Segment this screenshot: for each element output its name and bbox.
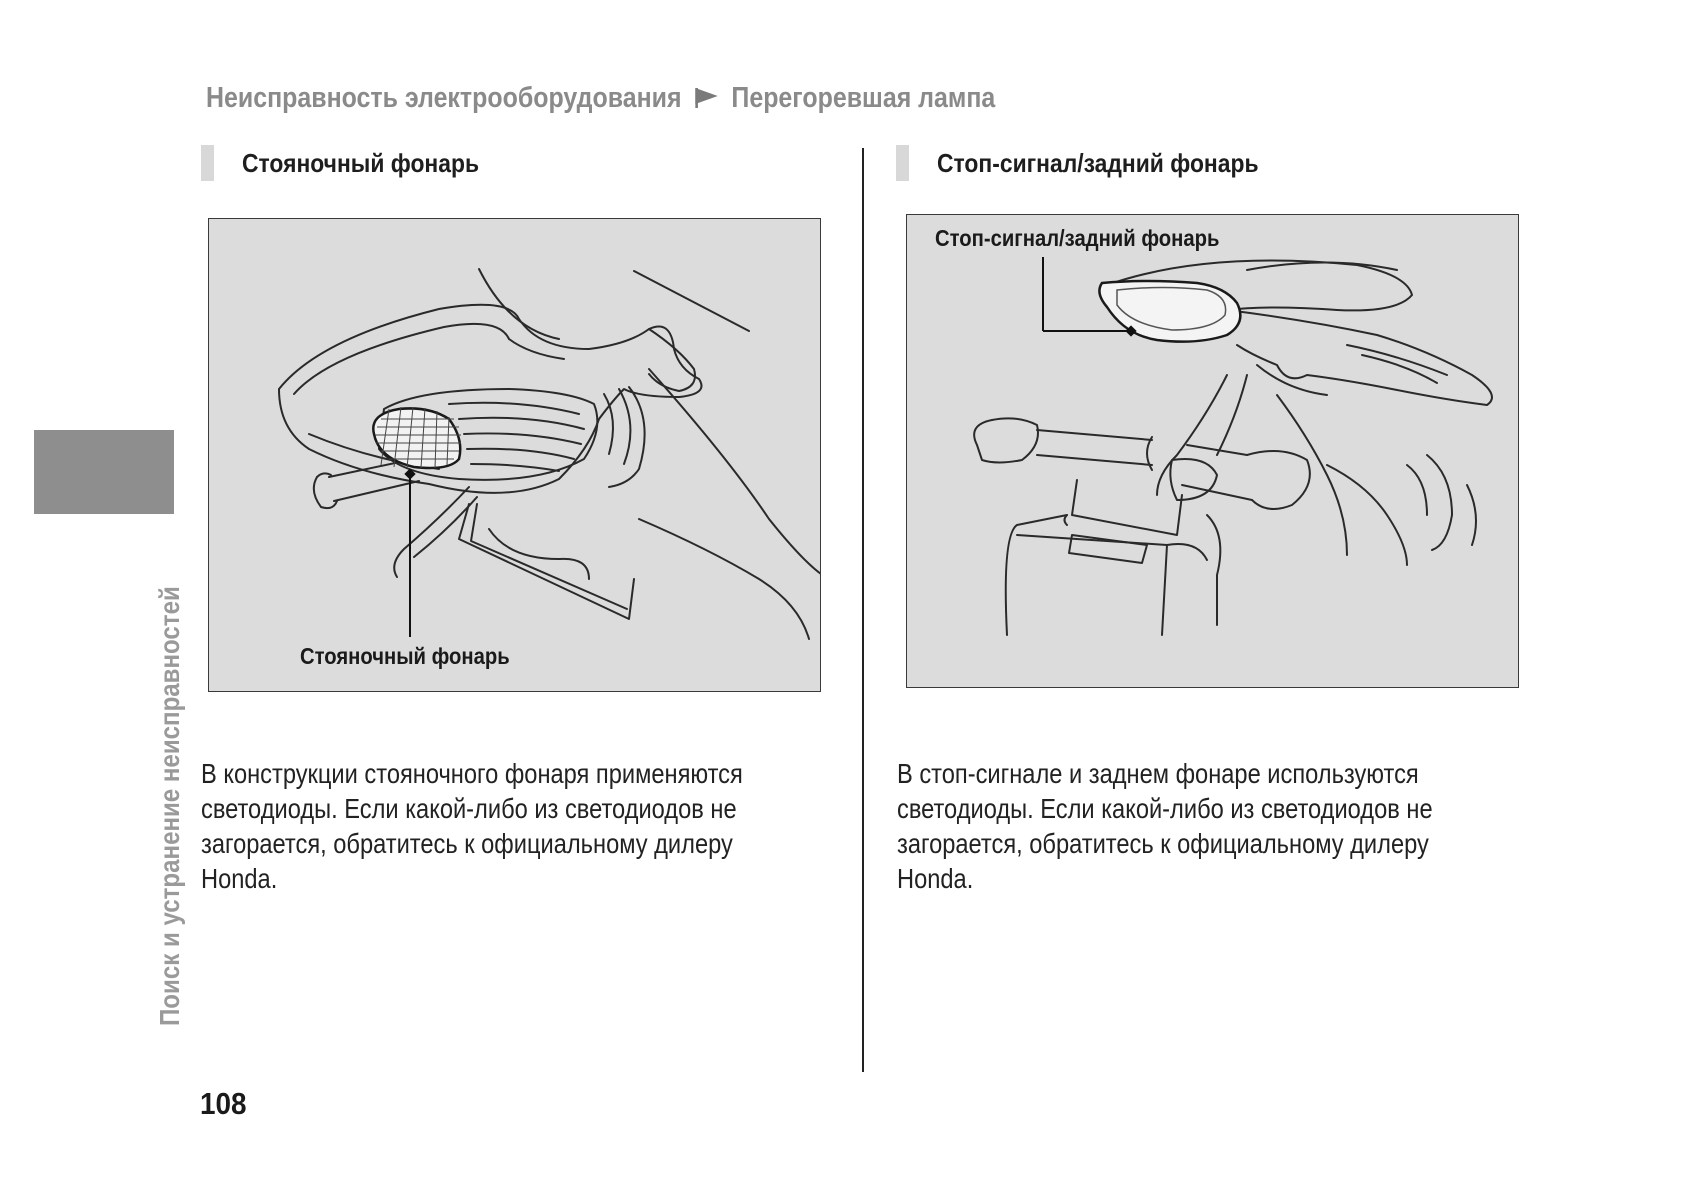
right-section-title: [896, 145, 1302, 181]
arrow-flag-icon: [694, 86, 720, 110]
chapter-tab: [34, 430, 174, 514]
brake-light-lens: [1099, 281, 1240, 342]
chapter-tab-label: Поиск и устранение неисправностей: [154, 586, 185, 1026]
left-paragraph: В конструкции стояночного фонаря применяются светодиоды. Если какой-либо из светодиодов не загорается, обратитесь к официальному дилеру Honda.: [201, 758, 743, 894]
page-number: 108: [200, 1086, 247, 1121]
parking-light-callout: Стояночный фонарь: [300, 643, 510, 669]
left-section-title: [201, 145, 511, 181]
brake-tail-light-illustration: [906, 214, 1519, 688]
callout-leader: [404, 468, 415, 637]
running-header: [206, 78, 995, 118]
header-subsection: Перегоревшая лампа: [731, 81, 996, 114]
column-divider: [862, 148, 864, 1072]
parking-light-illustration: [208, 218, 821, 692]
header-section: Неисправность электрооборудования: [206, 81, 682, 114]
right-title-text: Стоп-сигнал/задний фонарь: [937, 147, 1259, 178]
title-marker: [201, 145, 214, 181]
right-paragraph: В стоп-сигнале и заднем фонаре используются светодиоды. Если какой-либо из светодиодов не загорается, обратитесь к официальному дилеру Honda.: [897, 758, 1433, 894]
rear-end-drawing: [907, 215, 1519, 688]
left-title-text: Стояночный фонарь: [242, 147, 480, 178]
mirror-housing-drawing: [209, 219, 821, 692]
brake-light-callout: Стоп-сигнал/задний фонарь: [935, 225, 1220, 251]
title-marker: [896, 145, 909, 181]
